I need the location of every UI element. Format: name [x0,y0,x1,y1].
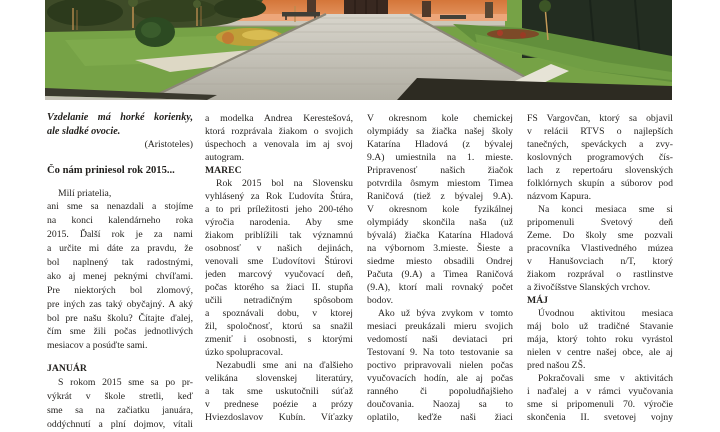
text-line: Na konci mesiaca sme si [538,203,673,215]
quote-line: Vzdelanie má horké korienky, [47,112,193,123]
article-heading: Čo nám priniesol rok 2015... [47,164,175,176]
text-line: Testovaní 9. Na toto testovanie sa [367,346,513,358]
text-line: Pre niektorých bol zlomový, [47,284,193,296]
text-line: oplatilo, keďže naši žiaci [367,411,513,423]
text-line: Zeme. Do školy sme pozvali [527,229,673,241]
text-line: potvrdila ôsmym miestom Timea [367,177,513,189]
text-line: pred našou ZŠ. [527,359,586,371]
text-line: Pripravenosť našich žiačok [367,164,513,176]
text-line: V okresnom kole fyzikálnej [367,203,513,215]
text-line: bol naplnený tak radostnými, [47,256,193,268]
section-heading: JANUÁR [47,363,87,375]
text-line: Pokračovali sme v aktivitách [538,372,673,384]
section-heading: MAREC [205,164,242,176]
text-line: výkrát v škole stretli, keď [47,390,193,402]
text-line: úzko spolupracoval. [205,346,284,358]
text-line: i naďalej a v rámci vyučovania [527,385,673,397]
text-line: pracovníka Vlastivedného múzea [527,242,673,254]
text-line: Hviezdoslavov Kubín. Víťazky [205,411,353,423]
text-line: vedomostí naši deviataci pri [367,333,513,345]
text-line: Ako už býva zvykom v tomto [378,307,513,319]
text-line: pre iných zas taký obyčajný. A aký [47,298,193,310]
text-line: nielen v centre našej obce, ale aj [527,346,673,358]
text-line: autogram. [205,151,245,163]
text-line: tanečných, speváckych a zvy- [527,138,673,150]
text-line: Nezabudli sme ani na ďalšieho [216,359,353,371]
text-line: pripomenuli Svetový deň [527,216,673,228]
text-line: poctivo pripravovali nielen počas [367,359,513,371]
text-line: olympiády skončila naša (už [367,216,513,228]
text-line: vyučovacích hodín, ale aj počas [367,372,513,384]
text-line: sme si pripomenuli 70. výročie [527,398,673,410]
text-line: sme sa na začiatku januára, [47,404,193,416]
text-line: Rok 2015 bol na Slovensku [216,177,353,189]
text-line: Milí priatelia, [58,187,112,199]
text-column-4 [527,112,673,424]
text-line: žiakom rozprával o rastlinstve [527,268,673,280]
text-line: bol pre našu školu? Čítajte ďalej, [47,312,193,324]
text-line: skončenia II. svetovej vojny [527,411,673,423]
text-column-2 [205,112,353,424]
text-line: 2015. Ďalší rok je za nami [47,229,193,241]
text-line: čím sme žili počas jednotlivých [47,326,193,338]
text-line: V okresnom kole chemickej [367,112,513,124]
text-line: mesiaci preukázali mieru svojich [367,320,513,332]
text-line: máj bolo už tradičné Stavanie [527,320,673,332]
spacer [47,152,193,164]
text-line: (9.A), ktorí mali rovnaký počet [367,281,513,293]
text-line: ako aj menej peknými chvíľami. [47,270,193,282]
text-line: a určite mi dáte za pravdu, že [47,243,193,255]
text-line: v relácii RTVS o najlepších [527,125,673,137]
text-line: venovali sme Ľudovítovi Štúrovi [205,255,353,267]
quote-attribution: (Aristoteles) [144,139,193,150]
text-line: mesiacov a posúďte sami. [47,340,148,352]
text-line: ani sme sa nenazdali a stojíme [47,201,193,213]
quote-line: ale sladké ovocie. [47,125,121,137]
spacer [47,178,193,187]
text-line: bývalá) žiačka Katarína Hladová [367,229,513,241]
text-line: zmeniť i osobnosti, s ktorými [205,333,353,345]
text-line: osobnosť v našich dejinách, [205,242,353,254]
text-line: doučovania. Naozaj sa to [367,398,513,410]
text-line: Pačuta (9.A) a Timea Raničová [367,268,513,280]
text-line: a spoznávali dobu, v ktorej [205,307,353,319]
text-line: Katarína Hladová (z bývalej [367,138,513,150]
text-line: počas ktorého sa žiaci II. stupňa [205,281,353,293]
text-line: a živočíšstve Slanských vrchov. [527,281,651,293]
text-line: žiakom priblížili tak významnú [205,229,353,241]
text-line: mája, ktorý tohto roku vyrástol [527,333,673,345]
text-line: žil, spoločnosť, ktorú sa snažil [205,320,353,332]
text-line: výročia narodenia. Aby sme [205,216,353,228]
text-line: lach z repertoáru slovenských [527,164,673,176]
section-heading: MÁJ [527,294,548,306]
text-line: v prednese poézie a prózy [205,398,353,410]
text-line: úspechoch a venovala im aj svoj [205,138,353,150]
header-photo [45,0,672,100]
text-line: ranného či popoludňajšieho [367,385,513,397]
text-line: oddýchnutí a plní dojmov, vítali [47,418,193,430]
text-line: velikána slovenskej literatúry, [205,372,353,384]
schoolyard-walkway-illustration [45,0,672,100]
spacer [47,353,193,362]
text-line: a to pri príležitosti jeho 200-tého [205,203,353,215]
text-column-1 [47,111,193,432]
text-line: S rokom 2015 sme sa po pr- [58,377,193,389]
text-line: koslovných programových čís- [527,151,673,163]
text-line: ktorá rozprávala žiakom o svojich [205,125,353,137]
text-line: Úvodnou aktivitou mesiaca [538,307,673,319]
text-line: jeden marcový vyučovací deň, [205,268,353,280]
text-line: vyhlásený za Rok Ľudovíta Štúra, [205,190,353,202]
text-line: bodov. [367,294,394,306]
text-line: olympiády sa žiačka našej školy [367,125,513,137]
text-line: a tak sme uskutočnili súťaž [205,385,353,397]
text-line: folklórnych skupín a súborov pod [527,177,673,189]
text-column-3 [367,112,513,424]
text-line: učili netradičným spôsobom [205,294,353,306]
text-line: názvom Kapura. [527,190,592,202]
text-line: siedme miesto obsadili Ondrej [367,255,513,267]
text-line: a modelka Andrea Kerestešová, [205,112,353,124]
text-line: na výbornom 3.mieste. Šieste a [367,242,513,254]
text-line: Raničová (tiež z bývalej 9.A). [367,190,513,202]
text-line: na konci kalendárneho roka [47,215,193,227]
text-line: FS Vargovčan, ktorý sa objavil [527,112,673,124]
text-line: 9.A) umiestnila na 1. mieste. [367,151,513,163]
text-line: v Hanušovciach n/T, ktorý [527,255,673,267]
